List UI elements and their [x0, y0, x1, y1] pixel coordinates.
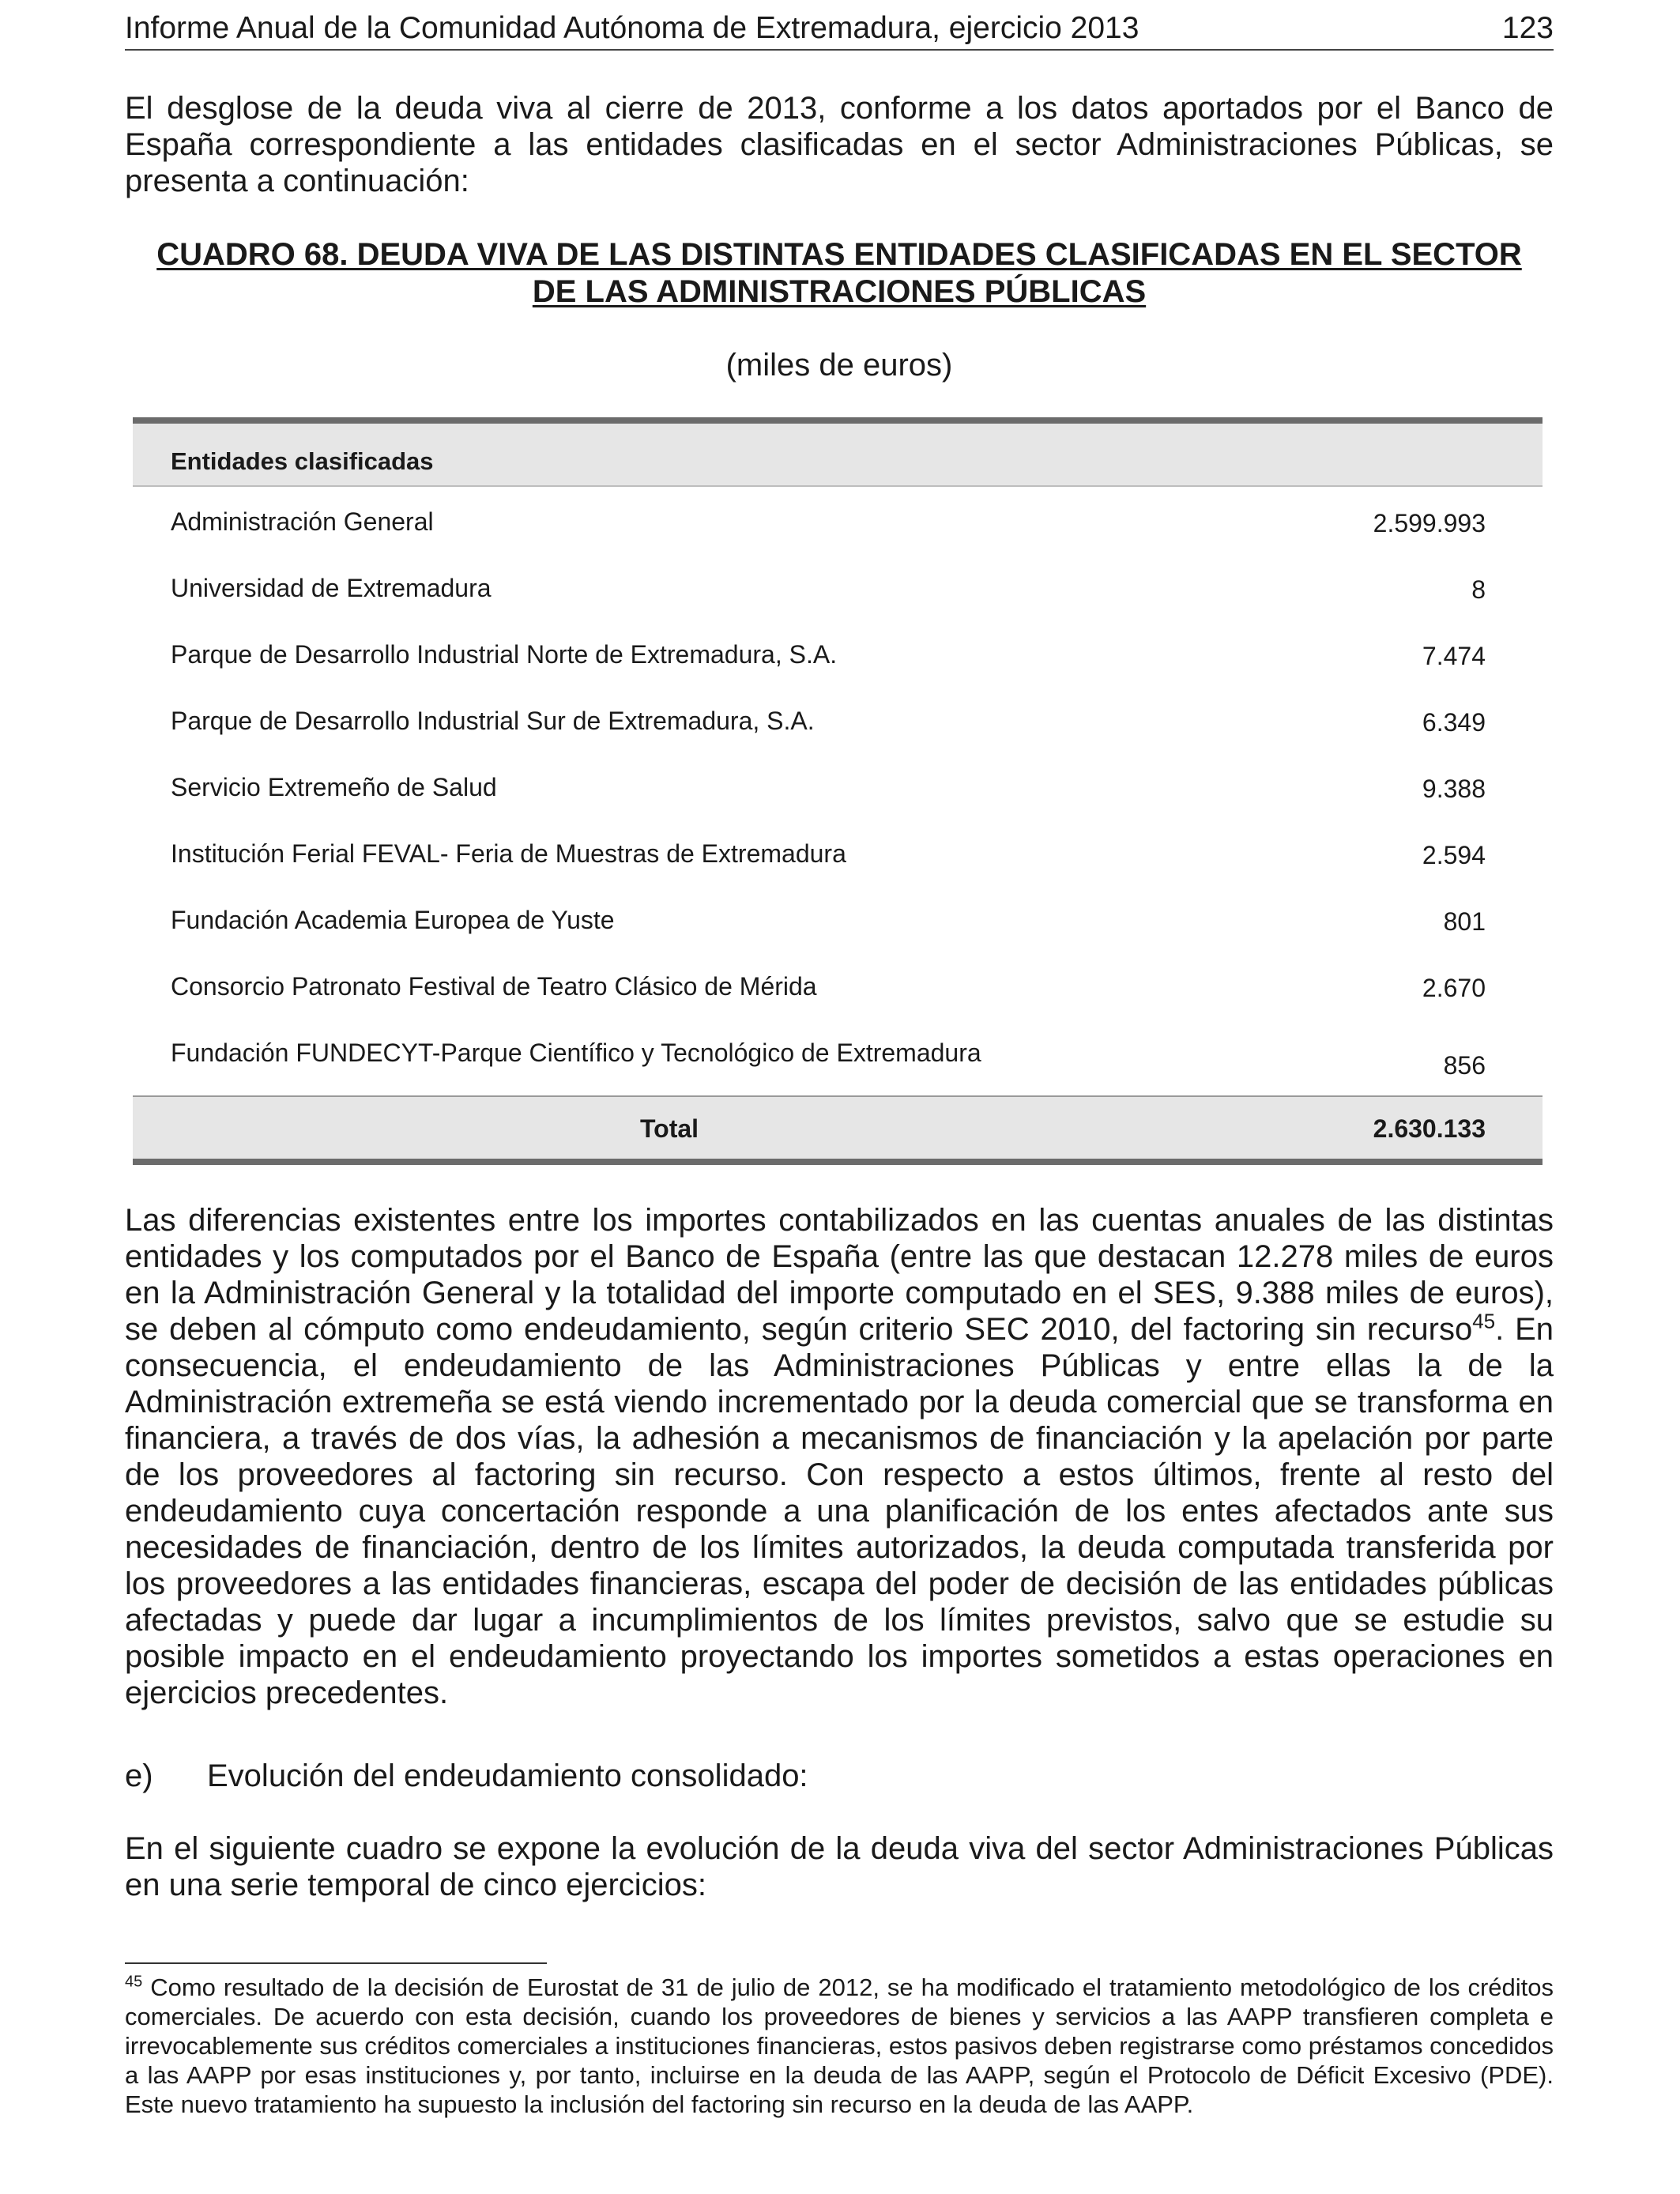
- footnote-reference: 45: [1472, 1309, 1496, 1333]
- row-name: Fundación FUNDECYT-Parque Científico y Tecnológico de Extremadura: [171, 1039, 981, 1067]
- row-value: 801: [1443, 907, 1486, 936]
- row-value: 6.349: [1422, 708, 1486, 737]
- total-value: 2.630.133: [1373, 1114, 1486, 1143]
- table-row: [133, 487, 1543, 553]
- table-title-line-1: CUADRO 68. DEUDA VIVA DE LAS DISTINTAS ENTIDADES CLASIFICADAS EN EL SECTOR: [156, 237, 1522, 272]
- row-value: 2.670: [1422, 974, 1486, 1002]
- footnote-number: 45: [125, 1973, 143, 1991]
- row-name: Parque de Desarrollo Industrial Norte de Extremadura, S.A.: [171, 640, 838, 669]
- table-row: [133, 620, 1543, 686]
- table-header: [133, 417, 1543, 487]
- section-title: Evolución del endeudamiento consolidado:: [207, 1759, 808, 1793]
- footnote-divider: [125, 1962, 547, 1964]
- row-name: Servicio Extremeño de Salud: [171, 773, 497, 801]
- page-header: [125, 8, 1554, 51]
- body-text-part-2: . En consecuencia, el endeudamiento de las Administraciones Públicas y entre ellas la de la Administración extremeña se está viendo incrementado por la deuda comercial que se transforma en financiera, a través de dos vías, la adhesión a mecanismos de financiación y la apelación por parte de los proveedores al factoring sin recurso. Con respecto a estos últimos, frente al resto del endeudamiento cuya concertación responde a una planificación de los entes afectados ante sus necesidades de financiación, dentro de los límites autorizados, la deuda computada transferida por los proveedores a las entidades financieras, escapa del poder de decisión de las entidades públicas afectadas y puede dar lugar a incumplimientos de los límites previstos, salvo que se estudie su posible impacto en el endeudamiento proyectando los importes sometidos a estas operaciones en ejercicios precedentes.: [125, 1312, 1554, 1710]
- table-row: [133, 553, 1543, 620]
- row-name: Administración General: [171, 507, 434, 536]
- table-row: [133, 885, 1543, 952]
- table-row: [133, 819, 1543, 885]
- table-total-row: [133, 1095, 1543, 1165]
- section-heading: [125, 1755, 808, 1796]
- row-value: 9.388: [1422, 775, 1486, 803]
- footnote: [125, 1973, 1554, 2119]
- row-value: 2.594: [1422, 841, 1486, 869]
- debt-table: [133, 417, 1543, 1165]
- section-letter: e): [125, 1759, 153, 1793]
- body-text-part-1: Las diferencias existentes entre los importes contabilizados en las cuentas anuales de las distintas entidades y los computados por el Banco de España (entre las que destacan 12.278 miles de euros en la Administración General y la totalidad del importe computado en el SES, 9.388 miles de euros), se deben al cómputo como endeudamiento, según criterio SEC 2010, del factoring sin recurso: [125, 1203, 1554, 1347]
- intro-paragraph: El desglose de la deuda viva al cierre de 2013, conforme a los datos aportados por el Banco de España correspondiente a las entidades clasificadas en el sector Administraciones Públicas, se presenta a continuación:: [125, 91, 1554, 198]
- row-name: Universidad de Extremadura: [171, 574, 492, 602]
- body-paragraph: [125, 1202, 1554, 1711]
- table-row: [133, 1018, 1543, 1095]
- row-name: Parque de Desarrollo Industrial Sur de Extremadura, S.A.: [171, 707, 815, 735]
- row-name: Consorcio Patronato Festival de Teatro Clásico de Mérida: [171, 972, 817, 1001]
- footnote-text: Como resultado de la decisión de Eurostat de 31 de julio de 2012, se ha modificado el tratamiento metodológico de los créditos comerciales. De acuerdo con esta decisión, cuando los proveedores de bienes y servicios a las AAPP transfieren completa e irrevocablemente sus créditos comerciales a instituciones financieras, estos pasivos deben registrarse como préstamos concedidos a las AAPP por esas instituciones y, por tanto, incluirse en la deuda de las AAPP, según el Protocolo de Déficit Excesivo (PDE). Este nuevo tratamiento ha supuesto la inclusión del factoring sin recurso en la deuda de las AAPP.: [125, 1973, 1554, 2118]
- closing-paragraph: En el siguiente cuadro se expone la evolución de la deuda viva del sector Administraciones Públicas en una serie temporal de cinco ejercicios:: [125, 1831, 1554, 1902]
- row-value: 856: [1443, 1051, 1486, 1080]
- total-label: Total: [640, 1114, 699, 1143]
- page-number: 123: [1501, 11, 1554, 45]
- table-title: [125, 236, 1554, 311]
- table-row: [133, 752, 1543, 819]
- row-value: 2.599.993: [1373, 509, 1486, 537]
- header-title: Informe Anual de la Comunidad Autónoma de Extremadura, ejercicio 2013: [125, 11, 1139, 45]
- table-units: (miles de euros): [725, 348, 953, 383]
- table-row: [133, 686, 1543, 752]
- table-row: [133, 952, 1543, 1018]
- column-header-entities: Entidades clasificadas: [171, 447, 434, 475]
- row-value: 7.474: [1422, 642, 1486, 670]
- row-name: Institución Ferial FEVAL- Feria de Muestras de Extremadura: [171, 839, 846, 868]
- row-value: 8: [1471, 575, 1486, 604]
- row-name: Fundación Academia Europea de Yuste: [171, 906, 615, 934]
- table-title-line-2: DE LAS ADMINISTRACIONES PÚBLICAS: [532, 274, 1147, 309]
